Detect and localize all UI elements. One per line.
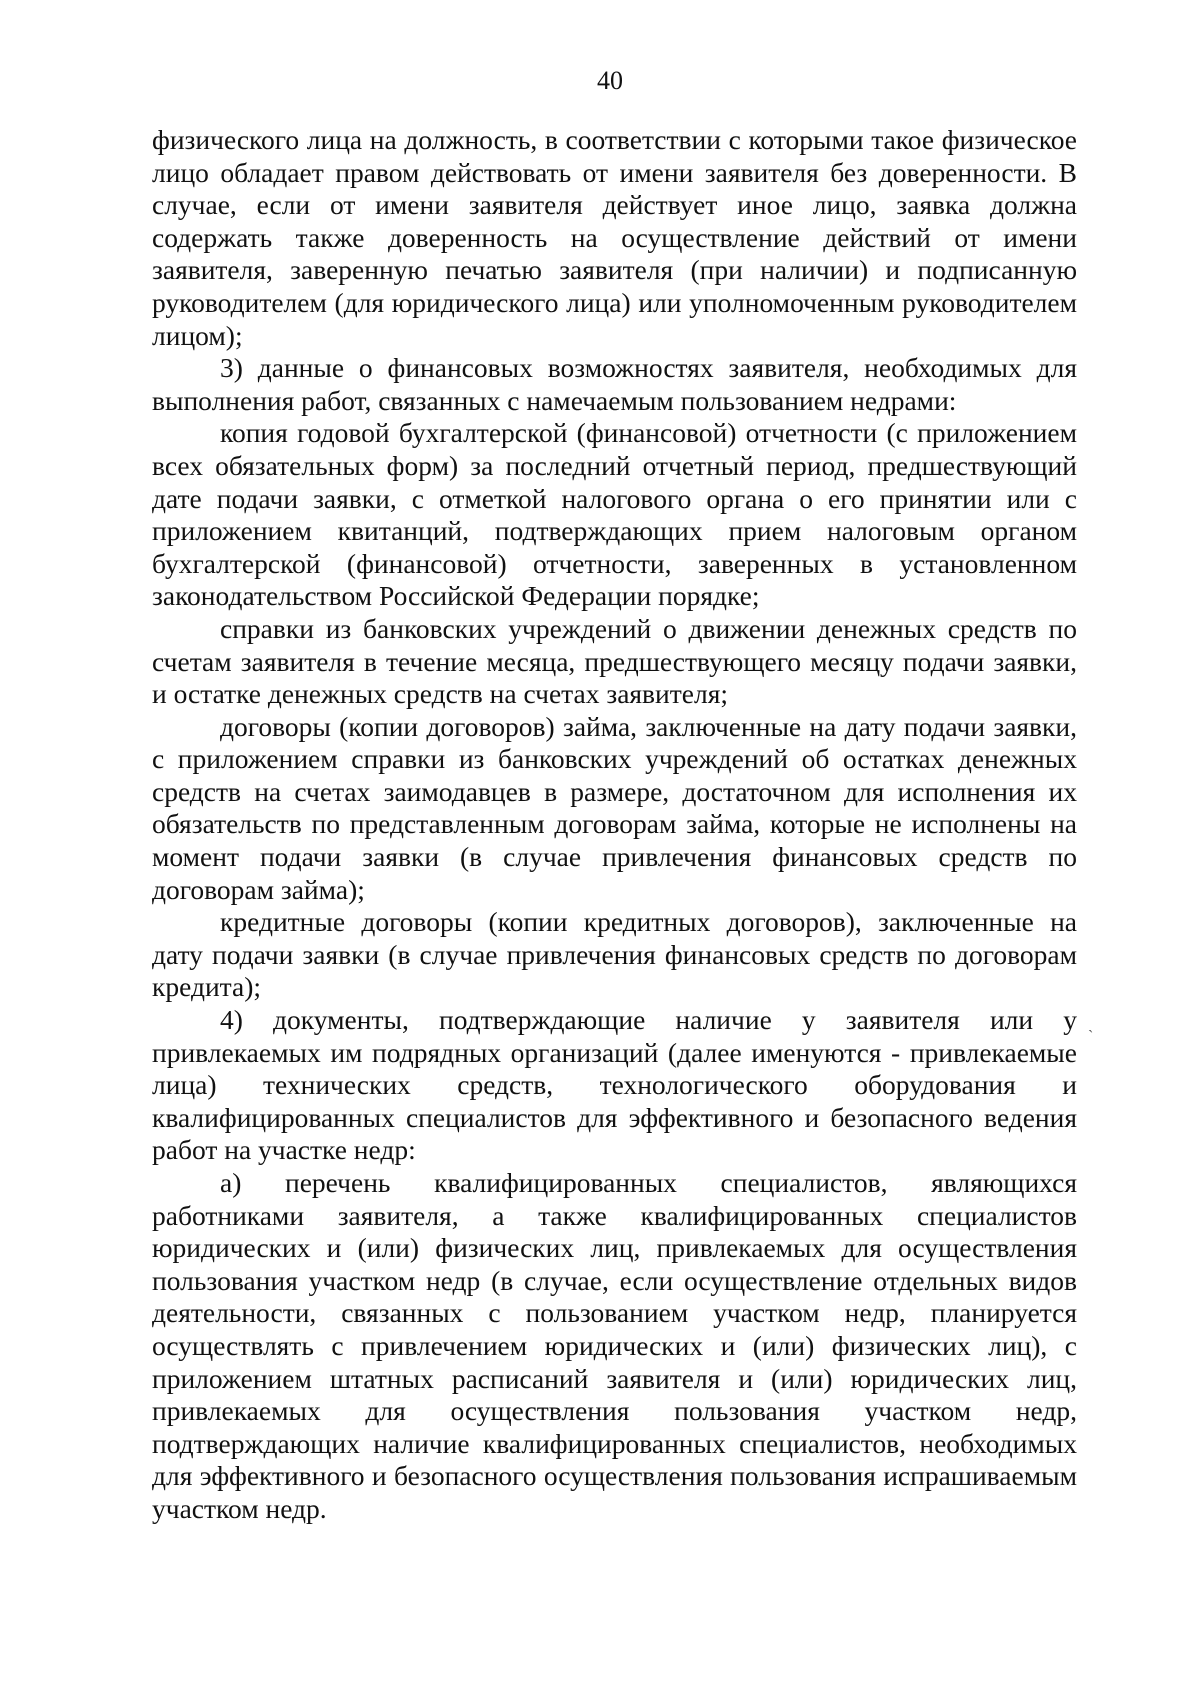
paragraph-representative-authority: физического лица на должность, в соответствии с которыми такое физическое лицо обладает правом действовать от имени заявителя без доверенности. В случае, если от имени заявителя действует иное лицо, заявка должна содержать также доверенность на осуществление действий от имени заявителя, заверенную печатью заявителя (при наличии) и подписанную руководителем (для юридического лица) или уполномоченным руководителем лицом);	[152, 124, 1077, 351]
page-number: 40	[597, 66, 623, 95]
paragraph-item-a-specialists-list: а) перечень квалифицированных специалистов, являющихся работниками заявителя, а также квалифицированных специалистов юридических и (или) физических лиц, привлекаемых для осуществления пользования участком недр (в случае, если осуществление отдельных видов деятельности, связанных с пользованием участком недр, планируется осуществлять с привлечением юридических и (или) физических лиц), с приложением штатных расписаний заявителя и (или) юридических лиц, привлекаемых для осуществления пользования участком недр, подтверждающих наличие квалифицированных специалистов, необходимых для эффективного и безопасного осуществления пользования испрашиваемым участком недр.	[152, 1167, 1077, 1524]
paragraph-item-4-technical-means: 4) документы, подтверждающие наличие у заявителя или у привлекаемых им подрядных организаций (далее именуются - привлекаемые лица) технических средств, технологического оборудования и квалифицированных специалистов для эффективного и безопасного ведения работ на участке недр:	[152, 1004, 1077, 1166]
paragraph-annual-accounting-report: копия годовой бухгалтерской (финансовой) отчетности (с приложением всех обязательных форм) за последний отчетный период, предшествующий дате подачи заявки, с отметкой налогового органа о его принятии или с приложением квитанций, подтверждающих прием налоговым органом бухгалтерской (финансовой) отчетности, заверенных в установленном законодательством Российской Федерации порядке;	[152, 417, 1077, 612]
scan-artifact-mark: ˋ	[1088, 1028, 1094, 1045]
paragraph-item-3-financial-capacity: 3) данные о финансовых возможностях заявителя, необходимых для выполнения работ, связанных с намечаемым пользованием недрами:	[152, 352, 1077, 416]
paragraph-credit-agreements: кредитные договоры (копии кредитных договоров), заключенные на дату подачи заявки (в случае привлечения финансовых средств по договорам кредита);	[152, 906, 1077, 1003]
paragraph-loan-agreements: договоры (копии договоров) займа, заключенные на дату подачи заявки, с приложением справки из банковских учреждений об остатках денежных средств на счетах заимодавцев в размере, достаточном для исполнения их обязательств по представленным договорам займа, которые не исполнены на момент подачи заявки (в случае привлечения финансовых средств по договорам займа);	[152, 710, 1077, 905]
document-body	[152, 124, 1077, 1526]
paragraph-bank-statements: справки из банковских учреждений о движении денежных средств по счетам заявителя в течение месяца, предшествующего месяцу подачи заявки, и остатке денежных средств на счетах заявителя;	[152, 612, 1077, 710]
